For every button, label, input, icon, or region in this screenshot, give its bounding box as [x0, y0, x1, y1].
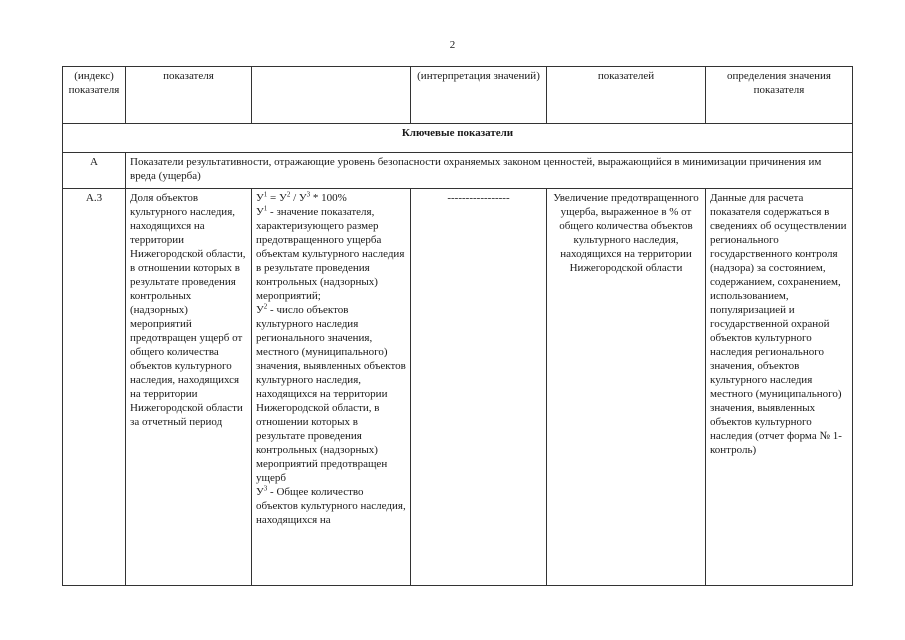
formula-eq: =: [267, 192, 280, 204]
formula-line: [256, 191, 406, 205]
formula-var: У: [298, 192, 307, 204]
header-target: показателей: [547, 67, 706, 124]
formula-var: У: [256, 304, 264, 316]
page-number: 2: [449, 39, 456, 51]
formula-def-1: [256, 205, 406, 303]
indicators-table: [62, 66, 853, 586]
formula-div: /: [290, 192, 299, 204]
header-name: показателя: [126, 67, 252, 124]
row-name: Доля объектов культурного наследия, находящихся на территории Нижегородской области, в отношении которых в результате проведения контрольных (надзорных) мероприятий предотвращен ущерб от общего количества объектов культурного наследия, находящихся на территории Нижегородской области за отчетный период: [126, 189, 252, 586]
row-target: Увеличение предотвращенного ущерба, выраженное в % от общего количества объектов культурного наследия, находящихся на территории Нижегородской области: [547, 189, 706, 586]
formula-mult: * 100%: [310, 192, 347, 204]
formula-sup: 1: [263, 204, 268, 213]
row-formula: [252, 189, 411, 586]
formula-sup: 3: [263, 484, 268, 493]
group-row: [63, 153, 853, 189]
formula-def-text: - Общее количество объектов культурного наследия, находящихся на: [256, 486, 406, 526]
formula-sup: 1: [263, 190, 268, 199]
formula-var: У: [279, 192, 287, 204]
header-index: (индекс) показателя: [63, 67, 126, 124]
formula-def-3: [256, 485, 406, 527]
section-title: Ключевые показатели: [63, 124, 853, 153]
formula-def-text: - число объектов культурного наследия регионального значения, местного (муниципального) значения, выявленных объектов культурного наследия, находящихся на территории Нижегородской области, в отношении которых в результате проведения контрольных (надзорных) мероприятий предотвращен ущерб: [256, 304, 406, 484]
row-interpretation: -----------------: [411, 189, 547, 586]
group-index: А: [63, 153, 126, 189]
group-text: Показатели результативности, отражающие уровень безопасности охраняемых законом ценностей, выражающийся в минимизации причинения им вреда (ущерба): [126, 153, 853, 189]
table-header-row: [63, 67, 853, 124]
formula-var: У: [256, 206, 264, 218]
row-source: Данные для расчета показателя содержаться в сведениях об осуществлении регионального государственного контроля (надзора) за состоянием, содержанием, сохранением, использованием, популяризацией и государственной охраной объектов культурного наследия регионального значения, объектов культурного наследия местного (муниципального) значения, выявленных объектов культурного наследия (отчет форма № 1-контроль): [706, 189, 853, 586]
formula-def-text: - значение показателя, характеризующего размер предотвращенного ущерба объектам культурного наследия в результате проведения контрольных (надзорных) мероприятий;: [256, 206, 405, 302]
formula-var: У: [256, 192, 264, 204]
header-formula: [252, 67, 411, 124]
section-row: [63, 124, 853, 153]
row-index: А.3: [63, 189, 126, 586]
formula-sup: 3: [306, 190, 311, 199]
formula-var: У: [256, 486, 264, 498]
formula-def-2: [256, 303, 406, 485]
formula-sup: 2: [263, 302, 268, 311]
header-interpretation: (интерпретация значений): [411, 67, 547, 124]
table-row: [63, 189, 853, 586]
formula-sup: 2: [286, 190, 291, 199]
header-source: определения значения показателя: [706, 67, 853, 124]
